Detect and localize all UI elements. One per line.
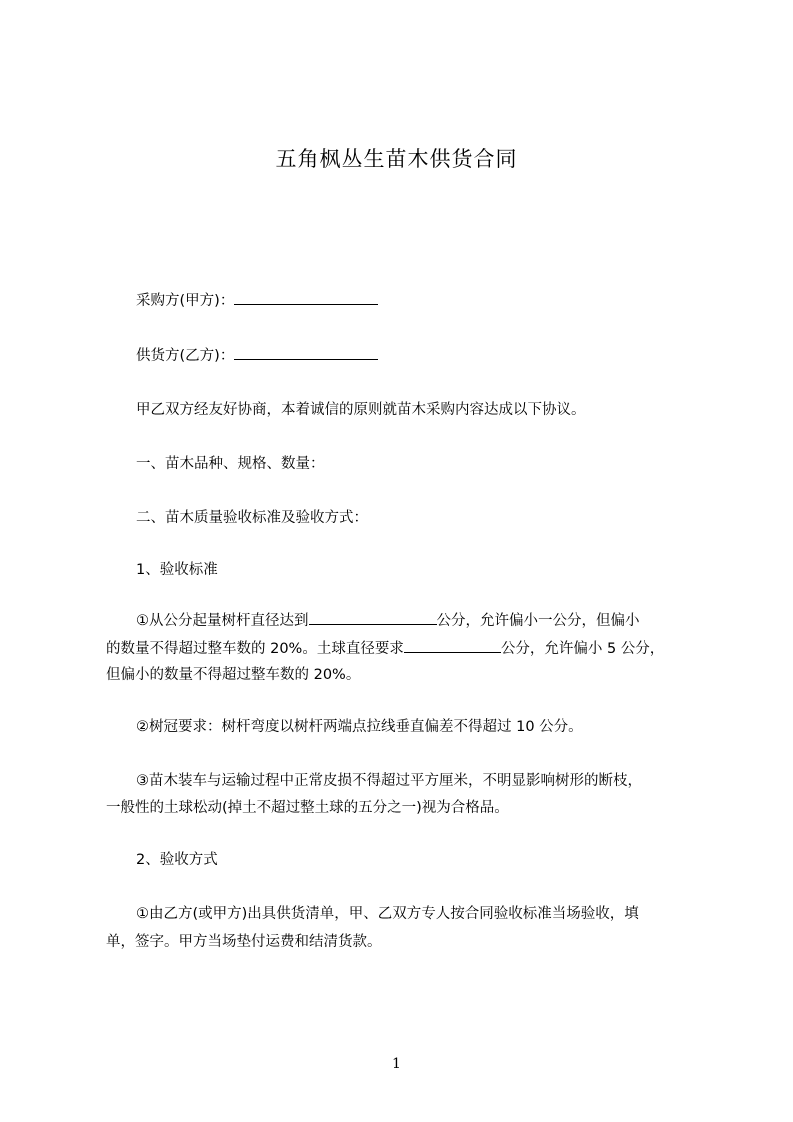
item1-line2	[106, 638, 664, 659]
section-heading-2: 二、苗木质量验收标准及验收方式：	[136, 510, 368, 526]
item1-line3: 但偏小的数量不得超过整车数的 20%。	[106, 667, 361, 683]
item1-text-d: 公分，允许偏小 5 公分，	[500, 641, 665, 657]
intro-paragraph: 甲乙双方经友好协商，本着诚信的原则就苗木采购内容达成以下协议。	[136, 402, 586, 418]
party-b-line	[136, 345, 378, 366]
trunk-diameter-blank	[309, 610, 437, 625]
item3-line2: 一般性的土球松动(掉土不超过整土球的五分之一)视为合格品。	[106, 800, 509, 816]
subsection-heading-1: 1、验收标准	[136, 562, 218, 578]
party-a-blank	[234, 290, 378, 305]
page-number: 1	[392, 1056, 401, 1072]
document-title: 五角枫丛生苗木供货合同	[275, 147, 518, 171]
item1-text-b: 公分，允许偏小一公分，但偏小	[436, 613, 640, 629]
item2-paragraph: ②树冠要求：树杆弯度以树杆两端点拉线垂直偏差不得超过 10 公分。	[136, 719, 583, 735]
party-b-label: 供货方(乙方)：	[136, 348, 235, 364]
party-a-label: 采购方(甲方)：	[136, 293, 235, 309]
item1-text-c: 的数量不得超过整车数的 20%。土球直径要求	[106, 641, 404, 657]
subsection-heading-2: 2、验收方式	[136, 852, 218, 868]
soil-ball-diameter-blank	[404, 638, 501, 653]
party-a-line	[136, 290, 378, 311]
section-heading-1: 一、苗木品种、规格、数量：	[136, 456, 325, 472]
item3-line1: ③苗木装车与运输过程中正常皮损不得超过平方厘米，不明显影响树形的断枝，	[136, 773, 642, 789]
party-b-blank	[234, 345, 378, 360]
item1-line1	[136, 610, 640, 631]
item4-line1: ①由乙方(或甲方)出具供货清单，甲、乙双方专人按合同验收标准当场验收，填	[136, 906, 639, 922]
item1-text-a: ①从公分起量树杆直径达到	[136, 613, 309, 629]
item4-line2: 单，签字。甲方当场垫付运费和结清货款。	[106, 934, 382, 950]
